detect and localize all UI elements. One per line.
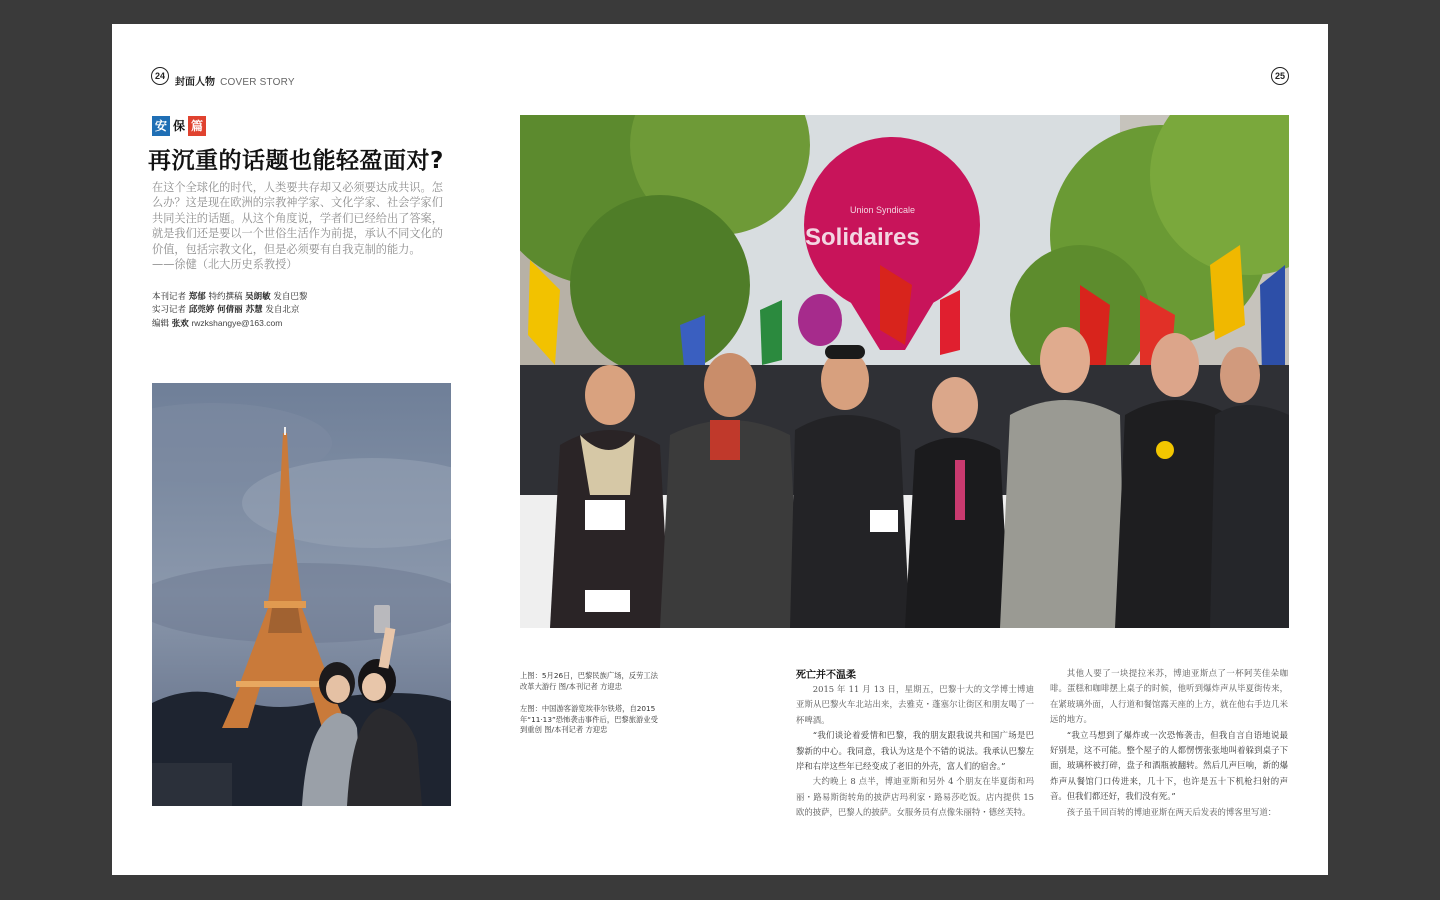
page-number-right: 25 xyxy=(1271,67,1289,85)
headline: 再沉重的话题也能轻盈面对? xyxy=(148,148,444,174)
intro-line: 价值，包括宗教文化，但是必须要有自我克制的能力。 xyxy=(152,242,421,256)
intro-attribution: ——徐健（北大历史系教授） xyxy=(152,258,298,272)
category-tag xyxy=(152,116,206,136)
section-label-en: COVER STORY xyxy=(220,77,295,88)
credits xyxy=(152,291,452,331)
credit-line: 编辑 张欢 rwzkshangye@163.com xyxy=(152,318,283,329)
paragraph-quote: “我们谈论着爱情和巴黎，我的朋友跟我说共和国广场是巴黎新的中心。我同意，我认为这是个不错的说法。我承认巴黎左岸和右岸这些年已经变成了老旧的外壳，富人们的宿舍。” xyxy=(796,730,1034,772)
magazine-spread xyxy=(112,24,1328,875)
paragraph-quote: “我立马想到了爆炸或一次恐怖袭击，但我自言自语地说最好别是，这不可能。整个屋子的人都愣愣张张地叫着躲到桌子下面，玻璃杯被打碎，盘子和酒瓶被翻转。然后几声巨响，新的爆炸声从餐馆门口传进来，几十下，也许是五十下机枪扫射的声音。但我们都还好，我们没有死。” xyxy=(1050,729,1288,802)
article-column-1 xyxy=(796,682,1034,821)
protest-march-photo xyxy=(520,115,1289,628)
intro-line: 么办？这是现在欧洲的宗教神学家、文化学家、社会学家们 xyxy=(152,196,443,210)
section-label-cn: 封面人物 xyxy=(175,77,215,88)
intro-line: 在这个全球化的时代，人类要共存却又必须要达成共识。怎 xyxy=(152,181,443,194)
intro-line: 就是我们还是要以一个世俗生活作为前提，承认不同文化的 xyxy=(152,227,443,241)
paragraph: 孩子虽千回百转的博迪亚斯在两天后发表的博客里写道： xyxy=(1066,806,1277,817)
photo-caption-left: 左图：中国游客游览埃菲尔铁塔，自2015年“11·13”恐怖袭击事件后，巴黎旅游业受到重创 图/本刊记者 方迎忠 xyxy=(520,704,658,734)
tag-char-3: 篇 xyxy=(188,116,206,136)
balloon-small-text: Union Syndicale xyxy=(850,205,916,215)
article-heading: 死亡并不温柔 xyxy=(796,670,856,681)
intro-line: 共同关注的话题。从这个角度说，学者们已经给出了答案， xyxy=(152,211,443,225)
paragraph: 大约晚上 8 点半，博迪亚斯和另外 4 个朋友在毕夏街和玛丽・路易斯街转角的披萨店玛利家・路易莎吃饭。店内提供 15 欧的披萨，巴黎人的披萨。女服务员有点像朱丽特・德丝芙特。 xyxy=(796,776,1034,818)
tag-char-1: 安 xyxy=(152,116,170,136)
eiffel-tower-photo xyxy=(152,383,451,806)
article-column-2 xyxy=(1050,666,1288,820)
editor-email: rwzkshangye@163.com xyxy=(191,318,283,328)
intro-quote xyxy=(152,180,462,272)
credit-line: 本刊记者 郑郁 特约撰稿 吴朗敏 发自巴黎 xyxy=(152,292,308,302)
paragraph: 其他人要了一块提拉米苏，博迪亚斯点了一杯阿芙佳朵咖啡。蛋糕和咖啡摆上桌子的时候，他听到爆炸声从毕夏街传来，在紧玻璃外面，人行道和餐馆露天座的上方，就在他右手边几米远的地方。 xyxy=(1050,668,1288,725)
balloon-text: Solidaires xyxy=(805,224,920,251)
paragraph: 2015 年 11 月 13 日，星期五，巴黎十大的文学博士博迪亚斯从巴黎火车北站出来，去雅克・蓬塞尔让街区和朋友喝了一杯啤酒。 xyxy=(796,684,1034,725)
section-label xyxy=(175,70,295,89)
photo-caption-top: 上图：5月26日，巴黎民族广场，反劳工法改革大游行 图/本刊记者 方迎忠 xyxy=(520,671,658,691)
tag-char-2: 保 xyxy=(170,116,188,136)
credit-line: 实习记者 邱莞婷 何倩丽 苏慧 发自北京 xyxy=(152,305,300,315)
page-number-left: 24 xyxy=(151,67,169,85)
